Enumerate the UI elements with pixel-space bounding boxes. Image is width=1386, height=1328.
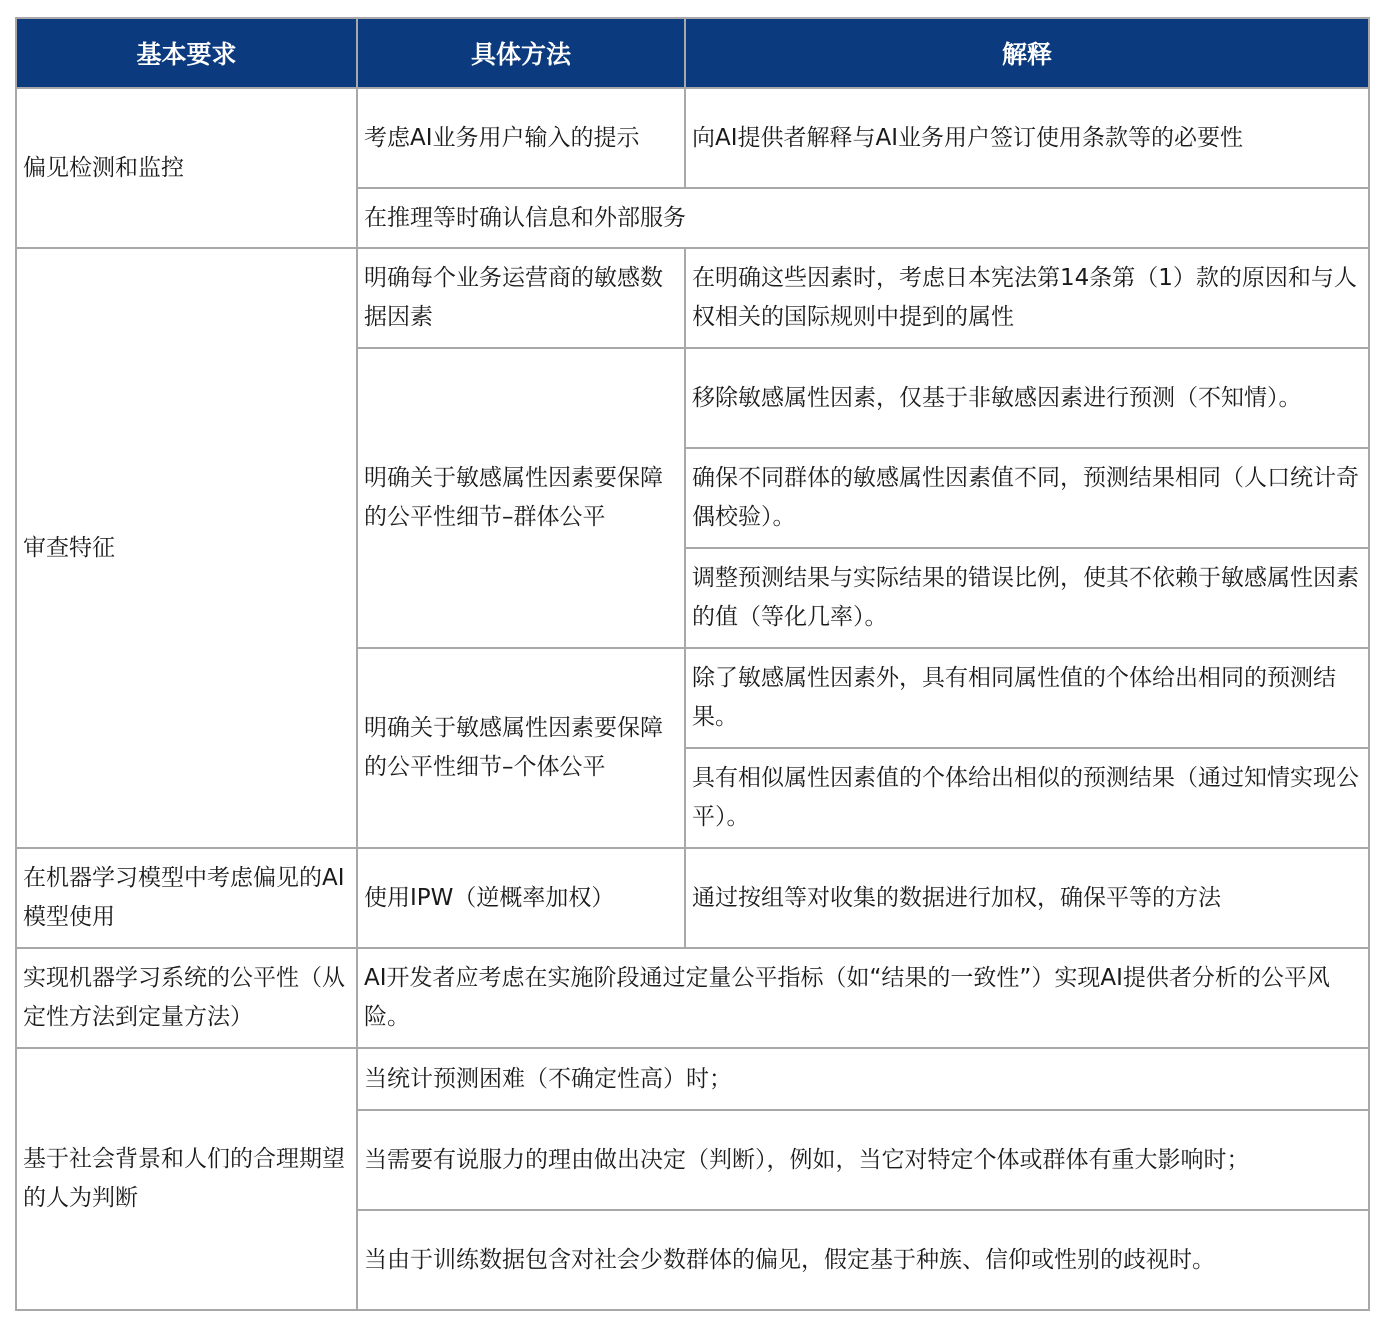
judgment-item-uncertainty: 当统计预测困难（不确定性高）时； [357,1048,1369,1110]
explanation-equalized-odds: 调整预测结果与实际结果的错误比例，使其不依赖于敏感属性因素的值（等化几率）。 [685,548,1369,648]
table-row [16,848,1369,948]
explanation-demographic-parity: 确保不同群体的敏感属性因素值不同，预测结果相同（人口统计奇偶校验）。 [685,448,1369,548]
judgment-item-persuasive-reason: 当需要有说服力的理由做出决定（判断），例如，当它对特定个体或群体有重大影响时； [357,1110,1369,1210]
judgment-item-discrimination: 当由于训练数据包含对社会少数群体的偏见，假定基于种族、信仰或性别的歧视时。 [357,1210,1369,1310]
requirement-bias-detection: 偏见检测和监控 [16,88,357,248]
explanation-similar-attributes: 具有相似属性因素值的个体给出相似的预测结果（通过知情实现公平）。 [685,748,1369,848]
method-ipw: 使用IPW（逆概率加权） [357,848,685,948]
requirement-fairness: 实现机器学习系统的公平性（从定性方法到定量方法） [16,948,357,1048]
method-group-fairness: 明确关于敏感属性因素要保障的公平性细节–群体公平 [357,348,685,648]
table-row [16,88,1369,188]
explanation-same-attributes: 除了敏感属性因素外，具有相同属性值的个体给出相同的预测结果。 [685,648,1369,748]
requirements-table [15,17,1370,1311]
method-individual-fairness: 明确关于敏感属性因素要保障的公平性细节–个体公平 [357,648,685,848]
explanation-fairness-metrics: AI开发者应考虑在实施阶段通过定量公平指标（如“结果的一致性”）实现AI提供者分析的公平风险。 [357,948,1369,1048]
requirement-human-judgment: 基于社会背景和人们的合理期望的人为判断 [16,1048,357,1310]
requirement-review-features: 审查特征 [16,248,357,848]
method-sensitive-factors: 明确每个业务运营商的敏感数据因素 [357,248,685,348]
table-row [16,248,1369,348]
table-row [16,1048,1369,1110]
requirement-ml-model: 在机器学习模型中考虑偏见的AI模型使用 [16,848,357,948]
explanation-terms-of-use: 向AI提供者解释与AI业务用户签订使用条款等的必要性 [685,88,1369,188]
explanation-weighting: 通过按组等对收集的数据进行加权，确保平等的方法 [685,848,1369,948]
header-explanation: 解释 [685,18,1369,88]
header-specific-method: 具体方法 [357,18,685,88]
table-row [16,948,1369,1048]
method-confirm-info: 在推理等时确认信息和外部服务 [357,188,1369,248]
table-header-row [16,18,1369,88]
header-basic-requirement: 基本要求 [16,18,357,88]
explanation-constitution: 在明确这些因素时，考虑日本宪法第14条第（1）款的原因和与人权相关的国际规则中提到的属性 [685,248,1369,348]
method-user-prompts: 考虑AI业务用户输入的提示 [357,88,685,188]
explanation-unawareness: 移除敏感属性因素，仅基于非敏感因素进行预测（不知情）。 [685,348,1369,448]
